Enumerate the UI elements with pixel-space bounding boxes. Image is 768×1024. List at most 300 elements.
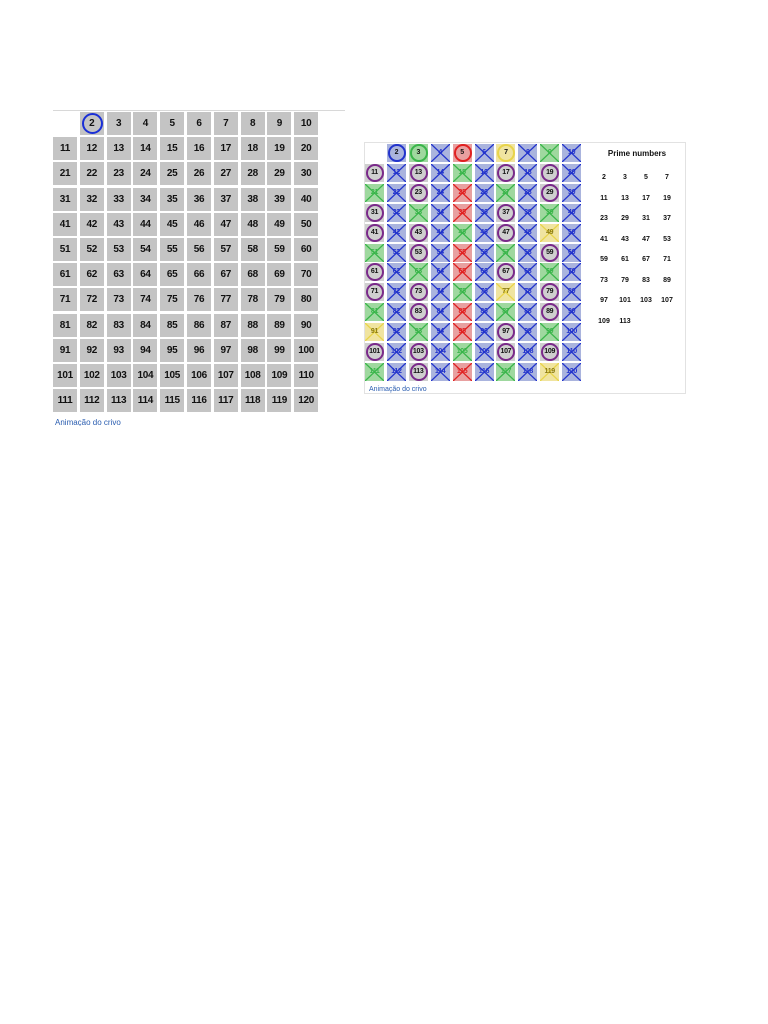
grid-cell (387, 283, 406, 301)
cell-number: 39 (546, 208, 554, 216)
grid-cell (540, 144, 559, 162)
prime-list-item: 101 (619, 297, 631, 304)
grid-cell: 93 (107, 339, 131, 362)
grid-cell: 6 (187, 112, 211, 135)
grid-cell: 92 (80, 339, 104, 362)
cell-number: 106 (478, 348, 490, 355)
grid-cell (453, 303, 472, 321)
prime-list-item: 107 (661, 297, 673, 304)
grid-cell: 86 (187, 314, 211, 337)
grid-cell (540, 263, 559, 281)
cell-number: 35 (458, 208, 466, 216)
grid-cell (496, 263, 515, 281)
prime-list-item: 59 (600, 256, 608, 263)
cell-number: 108 (522, 348, 534, 355)
grid-cell (365, 184, 384, 202)
cell-number: 14 (436, 168, 444, 176)
cell-number: 86 (480, 308, 488, 316)
prime-list-item: 17 (642, 194, 650, 202)
grid-cell: 61 (53, 263, 77, 286)
cell-number: 91 (370, 328, 379, 336)
grid-cell: 108 (241, 364, 265, 387)
grid-cell (409, 263, 428, 281)
cell-number: 115 (456, 367, 468, 375)
grid-cell: 106 (187, 364, 211, 387)
grid-cell (540, 164, 559, 182)
grid-cell (453, 283, 472, 301)
grid-cell: 25 (160, 162, 184, 185)
grid-cell (496, 204, 515, 222)
grid-cell (431, 303, 450, 321)
grid-cell: 84 (133, 314, 157, 337)
grid-cell: 15 (160, 137, 184, 160)
grid-cell: 69 (267, 263, 291, 286)
grid-cell (518, 343, 537, 361)
grid-cell (518, 363, 537, 381)
cell-number: 8 (526, 149, 530, 156)
cell-number: 67 (502, 268, 510, 276)
grid-cell (409, 144, 428, 162)
grid-cell: 20 (294, 137, 318, 160)
cell-number: 119 (544, 367, 555, 375)
cell-number: 64 (436, 268, 444, 276)
cell-number: 80 (568, 288, 576, 296)
grid-cell (453, 244, 472, 262)
grid-cell: 51 (53, 238, 77, 261)
cell-number: 25 (458, 188, 466, 196)
grid-cell (387, 363, 406, 381)
cell-number: 78 (524, 288, 532, 296)
prime-list-item: 11 (600, 194, 608, 202)
grid-cell: 13 (107, 137, 131, 160)
grid-cell: 119 (267, 389, 291, 412)
cell-number: 112 (391, 367, 402, 375)
cell-number: 75 (458, 288, 466, 296)
prime-list-item: 97 (600, 297, 608, 304)
cell-number: 18 (524, 168, 532, 176)
cell-number: 48 (524, 228, 532, 236)
prime-list-item: 47 (642, 235, 650, 243)
prime-list-item: 89 (663, 276, 671, 284)
grid-cell: 64 (133, 263, 157, 286)
prime-list-item: 13 (621, 194, 629, 202)
grid-cell: 67 (214, 263, 238, 286)
cell-number: 22 (392, 188, 400, 196)
cell-number: 4 (438, 149, 442, 156)
grid-cell (431, 184, 450, 202)
grid-cell (540, 204, 559, 222)
grid-cell (431, 164, 450, 182)
grid-cell (562, 303, 581, 321)
cell-number: 58 (524, 248, 532, 256)
grid-cell: 115 (160, 389, 184, 412)
cell-number: 26 (480, 188, 488, 196)
grid-cell (365, 323, 384, 341)
sieve-right-figure (364, 142, 686, 394)
grid-cell: 83 (107, 314, 131, 337)
grid-cell (475, 144, 494, 162)
grid-cell: 7 (214, 112, 238, 135)
grid-cell: 40 (294, 188, 318, 211)
grid-cell (431, 363, 450, 381)
prime-numbers-title: Prime numbers (607, 149, 667, 158)
cell-number: 59 (546, 248, 554, 256)
grid-cell: 4 (133, 112, 157, 135)
caption-left-link[interactable]: Animação do crivo (55, 418, 121, 426)
grid-cell: 26 (187, 162, 211, 185)
grid-cell (387, 263, 406, 281)
grid-cell (409, 184, 428, 202)
grid-cell: 52 (80, 238, 104, 261)
cell-number: 65 (458, 268, 466, 276)
grid-cell (409, 244, 428, 262)
grid-cell (518, 164, 537, 182)
grid-cell (518, 323, 537, 341)
prime-list-item: 19 (663, 194, 671, 202)
grid-cell: 79 (267, 288, 291, 311)
grid-cell: 96 (187, 339, 211, 362)
cell-number: 79 (546, 288, 554, 296)
cell-number: 45 (458, 228, 466, 236)
grid-cell (387, 164, 406, 182)
grid-cell (475, 363, 494, 381)
grid-cell: 21 (53, 162, 77, 185)
cell-number: 57 (502, 248, 510, 256)
grid-cell: 11 (53, 137, 77, 160)
grid-cell: 57 (214, 238, 238, 261)
cell-number: 103 (412, 348, 424, 355)
number-grid-right (365, 144, 585, 384)
cell-number: 60 (568, 248, 576, 256)
cell-number: 43 (414, 228, 422, 236)
cell-number: 37 (502, 208, 510, 216)
grid-cell: 71 (53, 288, 77, 311)
prime-list-item: 79 (621, 276, 629, 284)
grid-cell: 87 (214, 314, 238, 337)
grid-cell (540, 184, 559, 202)
grid-cell (453, 363, 472, 381)
grid-cell: 27 (214, 162, 238, 185)
grid-cell: 100 (294, 339, 318, 362)
grid-cell: 98 (241, 339, 265, 362)
prime-list-item: 83 (642, 276, 650, 284)
grid-cell: 16 (187, 137, 211, 160)
grid-cell (540, 323, 559, 341)
grid-cell: 2 (80, 112, 104, 135)
cell-number: 100 (566, 328, 577, 336)
cell-number: 118 (522, 367, 533, 375)
cell-number: 10 (568, 149, 576, 156)
cell-number: 107 (500, 348, 512, 355)
grid-cell (409, 164, 428, 182)
grid-cell (387, 144, 406, 162)
grid-cell (453, 263, 472, 281)
grid-cell: 72 (80, 288, 104, 311)
grid-cell: 44 (133, 213, 157, 236)
cell-number: 89 (546, 308, 554, 316)
grid-cell (518, 244, 537, 262)
cell-number: 2 (394, 149, 399, 156)
grid-cell: 17 (214, 137, 238, 160)
cell-number: 81 (370, 308, 379, 316)
grid-cell: 14 (133, 137, 157, 160)
grid-cell (562, 263, 581, 281)
grid-cell (518, 184, 537, 202)
cell-number: 44 (436, 228, 444, 236)
prime-list-item: 3 (623, 174, 627, 181)
grid-cell: 38 (241, 188, 265, 211)
grid-cell: 34 (133, 188, 157, 211)
grid-cell: 74 (133, 288, 157, 311)
grid-cell (562, 144, 581, 162)
cell-number: 42 (392, 228, 400, 236)
grid-cell: 65 (160, 263, 184, 286)
grid-cell: 10 (294, 112, 318, 135)
cell-number: 62 (392, 268, 400, 276)
cell-number: 11 (371, 168, 378, 176)
cell-number: 97 (502, 328, 510, 336)
grid-cell (431, 323, 450, 341)
grid-cell (387, 244, 406, 262)
grid-cell: 31 (53, 188, 77, 211)
grid-cell: 24 (133, 162, 157, 185)
cell-number: 76 (480, 288, 488, 296)
grid-cell (475, 204, 494, 222)
grid-cell: 105 (160, 364, 184, 387)
cell-number: 30 (568, 188, 576, 196)
grid-cell: 99 (267, 339, 291, 362)
grid-cell: 66 (187, 263, 211, 286)
grid-cell (453, 164, 472, 182)
grid-cell: 19 (267, 137, 291, 160)
cell-number: 105 (456, 348, 468, 355)
cell-number: 85 (458, 308, 466, 316)
grid-cell: 80 (294, 288, 318, 311)
grid-cell: 88 (241, 314, 265, 337)
grid-cell: 101 (53, 364, 77, 387)
cell-number: 12 (392, 168, 400, 176)
grid-cell: 95 (160, 339, 184, 362)
grid-cell: 12 (80, 137, 104, 160)
prime-list-item: 103 (640, 297, 652, 304)
cell-number: 28 (524, 188, 532, 196)
grid-cell (562, 283, 581, 301)
prime-list-item: 53 (663, 235, 671, 243)
prime-list-item: 43 (621, 235, 629, 243)
cell-number: 109 (544, 348, 556, 355)
number-grid-left (53, 112, 321, 412)
grid-cell (540, 244, 559, 262)
prime-list-item: 41 (600, 235, 608, 243)
grid-cell: 102 (80, 364, 104, 387)
grid-cell (496, 343, 515, 361)
cell-number: 104 (434, 348, 446, 355)
cell-number: 20 (568, 168, 576, 176)
sieve-left-figure (53, 110, 345, 426)
grid-cell: 89 (267, 314, 291, 337)
cell-number: 31 (370, 208, 379, 216)
grid-cell (365, 204, 384, 222)
grid-cell: 54 (133, 238, 157, 261)
grid-cell: 37 (214, 188, 238, 211)
cell-number: 114 (434, 367, 446, 375)
cell-number: 77 (502, 288, 510, 296)
cell-number: 88 (524, 308, 532, 316)
grid-cell: 116 (187, 389, 211, 412)
cell-number: 50 (568, 228, 576, 236)
grid-cell: 36 (187, 188, 211, 211)
grid-cell: 68 (241, 263, 265, 286)
grid-cell (365, 164, 384, 182)
grid-cell (496, 144, 515, 162)
grid-cell: 77 (214, 288, 238, 311)
grid-cell (562, 224, 581, 242)
cell-number: 41 (370, 228, 379, 236)
cell-number: 84 (436, 308, 444, 316)
grid-cell: 94 (133, 339, 157, 362)
cell-number: 38 (524, 208, 532, 216)
cell-number: 82 (392, 308, 400, 316)
cell-number: 36 (480, 208, 488, 216)
grid-cell (431, 343, 450, 361)
grid-cell (496, 323, 515, 341)
grid-cell: 111 (53, 389, 77, 412)
grid-cell: 3 (107, 112, 131, 135)
prime-list-item: 109 (598, 317, 610, 325)
grid-cell: 58 (241, 238, 265, 261)
cell-number: 96 (480, 328, 488, 336)
grid-cell (540, 283, 559, 301)
cell-number: 9 (547, 149, 552, 156)
grid-cell: 73 (107, 288, 131, 311)
grid-cell: 49 (267, 213, 291, 236)
grid-cell: 75 (160, 288, 184, 311)
grid-cell (562, 363, 581, 381)
grid-cell (453, 343, 472, 361)
prime-list-item: 73 (600, 276, 608, 284)
grid-cell (365, 244, 384, 262)
grid-cell: 107 (214, 364, 238, 387)
grid-cell (475, 263, 494, 281)
grid-cell (409, 204, 428, 222)
prime-list-item: 71 (663, 256, 671, 263)
caption-right-link[interactable]: Animação do crivo (369, 386, 427, 393)
grid-cell (365, 283, 384, 301)
grid-cell (496, 303, 515, 321)
prime-list-item: 31 (642, 215, 650, 222)
cell-number: 110 (566, 348, 577, 355)
cell-number: 51 (370, 248, 379, 256)
grid-cell (475, 184, 494, 202)
grid-cell: 47 (214, 213, 238, 236)
grid-cell (365, 363, 384, 381)
grid-cell: 53 (107, 238, 131, 261)
cell-number: 52 (392, 248, 400, 256)
grid-cell: 28 (241, 162, 265, 185)
cell-number: 117 (500, 367, 512, 375)
grid-cell (496, 184, 515, 202)
prime-list-item: 23 (600, 215, 608, 222)
grid-cell (518, 144, 537, 162)
grid-cell: 85 (160, 314, 184, 337)
grid-cell (387, 204, 406, 222)
grid-cell: 114 (133, 389, 157, 412)
grid-cell (518, 263, 537, 281)
grid-cell: 97 (214, 339, 238, 362)
cell-number: 53 (414, 248, 422, 256)
cell-number: 34 (436, 208, 444, 216)
cell-number: 54 (436, 248, 444, 256)
grid-cell: 90 (294, 314, 318, 337)
prime-list-item: 61 (621, 256, 629, 263)
grid-cell: 112 (80, 389, 104, 412)
grid-cell (431, 204, 450, 222)
prime-list-item: 67 (642, 256, 650, 263)
cell-number: 92 (392, 328, 400, 336)
grid-cell (540, 224, 559, 242)
grid-cell (475, 244, 494, 262)
grid-cell (387, 323, 406, 341)
grid-cell (475, 343, 494, 361)
cell-number: 71 (370, 288, 379, 296)
cell-number: 87 (502, 308, 510, 316)
grid-cell (431, 224, 450, 242)
cell-number: 74 (436, 288, 444, 296)
grid-cell (540, 363, 559, 381)
grid-cell: 76 (187, 288, 211, 311)
grid-cell: 46 (187, 213, 211, 236)
grid-cell: 22 (80, 162, 104, 185)
grid-cell (365, 263, 384, 281)
cell-number: 6 (482, 149, 486, 156)
grid-cell (431, 144, 450, 162)
grid-cell (562, 323, 581, 341)
cell-number: 3 (416, 149, 421, 156)
grid-cell: 118 (241, 389, 265, 412)
grid-cell (409, 323, 428, 341)
grid-cell: 35 (160, 188, 184, 211)
cell-number: 73 (414, 288, 422, 296)
grid-cell (365, 343, 384, 361)
prime-circle-icon (82, 113, 103, 134)
grid-cell: 59 (267, 238, 291, 261)
grid-cell: 82 (80, 314, 104, 337)
prime-list-item: 2 (602, 174, 606, 181)
grid-cell (453, 323, 472, 341)
grid-cell (562, 204, 581, 222)
grid-cell (387, 224, 406, 242)
cell-number: 111 (369, 367, 380, 375)
grid-cell: 18 (241, 137, 265, 160)
grid-cell: 5 (160, 112, 184, 135)
cell-number: 72 (392, 288, 400, 296)
cell-number: 19 (546, 168, 554, 176)
grid-cell (365, 224, 384, 242)
cell-number: 55 (458, 248, 466, 256)
grid-cell: 42 (80, 213, 104, 236)
grid-cell (518, 303, 537, 321)
grid-cell: 48 (241, 213, 265, 236)
grid-cell (387, 303, 406, 321)
grid-cell: 39 (267, 188, 291, 211)
grid-cell: 30 (294, 162, 318, 185)
cell-number: 56 (480, 248, 488, 256)
grid-cell: 63 (107, 263, 131, 286)
grid-cell (540, 303, 559, 321)
grid-cell (431, 244, 450, 262)
grid-cell (518, 283, 537, 301)
cell-number: 93 (414, 328, 422, 336)
